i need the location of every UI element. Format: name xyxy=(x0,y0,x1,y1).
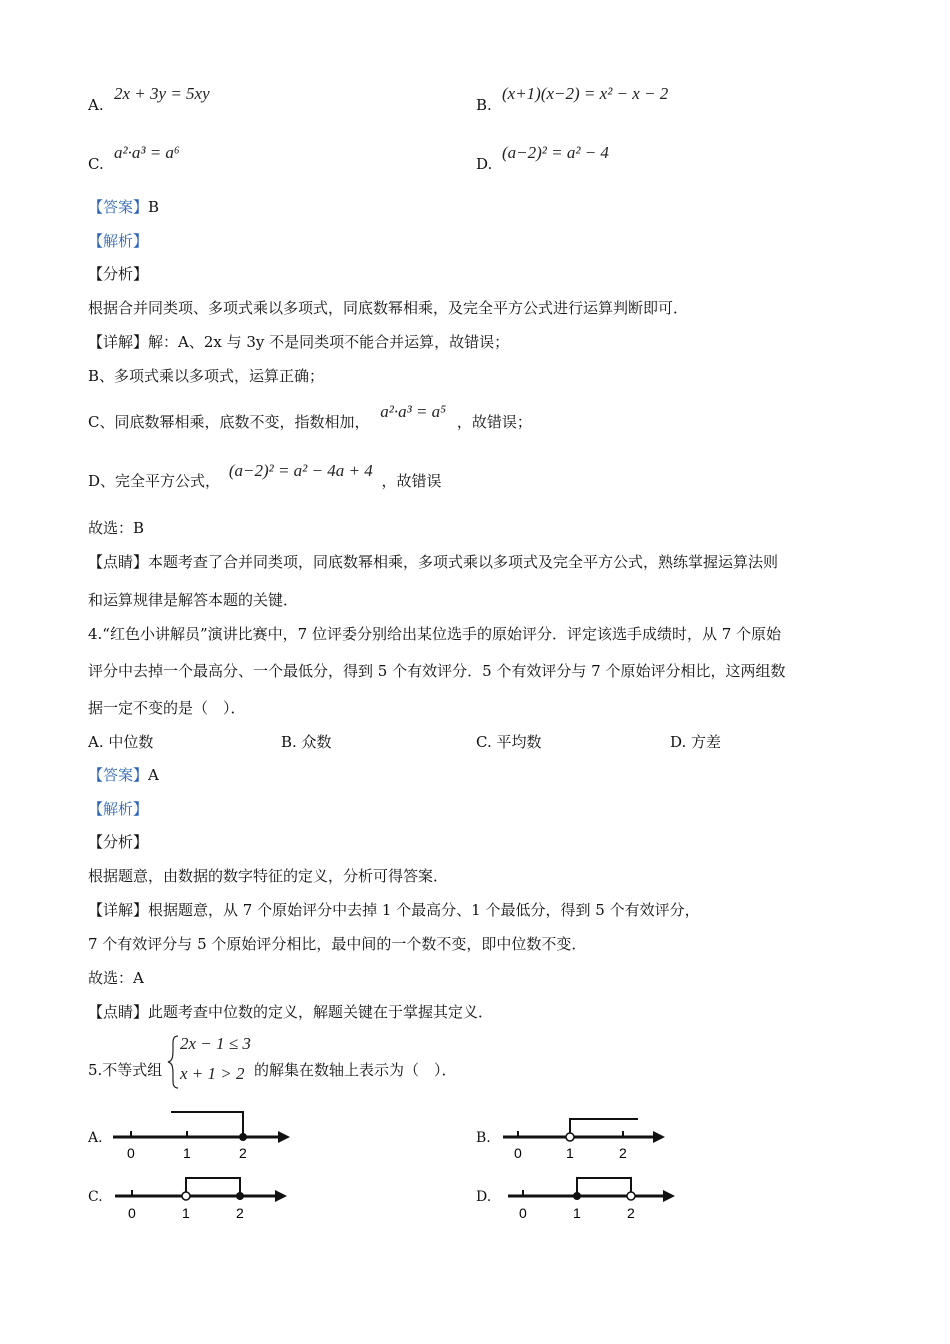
q4-option-b: B. 众数 xyxy=(281,733,332,751)
q4-conclusion: 故选：A xyxy=(88,969,144,987)
tick-label-1: 1 xyxy=(183,1145,191,1161)
arrow-head-icon xyxy=(278,1131,290,1143)
arrow-head-icon xyxy=(275,1190,287,1202)
answer-value: B xyxy=(148,198,160,216)
tick-label-2: 2 xyxy=(239,1145,247,1161)
arrow-head-icon xyxy=(663,1190,675,1202)
number-line-c xyxy=(112,1168,292,1223)
q3-conclusion: 故选：B xyxy=(88,519,145,537)
tick-label-0: 0 xyxy=(128,1205,136,1221)
tick-label-0: 0 xyxy=(127,1145,135,1161)
inequality-1: 2x − 1 ≤ 3 xyxy=(180,1034,251,1053)
arrow-head-icon xyxy=(653,1131,665,1143)
q4-option-a: A. 中位数 xyxy=(88,733,154,751)
q3-option-d-label: D. xyxy=(476,155,493,173)
solution-range xyxy=(186,1178,240,1196)
q4-option-d: D. 方差 xyxy=(670,733,722,751)
xiangjie-tag: 【详解】 xyxy=(88,901,149,919)
xiangjie-text: 根据题意，从 7 个原始评分中去掉 1 个最高分、1 个最低分，得到 5 个有效评分， xyxy=(148,901,700,919)
xiangjie-tag: 【详解】 xyxy=(88,333,149,351)
solution-line-d xyxy=(88,461,442,491)
answer-tag: 【答案】 xyxy=(88,766,149,784)
line-c-text: C、同底数幂相乘，底数不变，指数相加， xyxy=(88,413,370,431)
q3-option-a-formula: 2x + 3y = 5xy xyxy=(114,84,210,103)
closed-endpoint xyxy=(573,1192,581,1200)
tick-label-1: 1 xyxy=(182,1205,190,1221)
tick-label-1: 1 xyxy=(566,1145,574,1161)
solution-range xyxy=(171,1112,243,1137)
q3-option-d-formula: (a−2)² = a² − 4 xyxy=(502,143,609,162)
q3-dianjing-line2: 和运算规律是解答本题的关键． xyxy=(88,591,299,609)
solution-line-c xyxy=(88,402,532,432)
line-d-text: D、完全平方公式， xyxy=(88,472,221,490)
dianjing-tag: 【点睛】 xyxy=(88,1003,149,1021)
q3-option-c-label: C. xyxy=(88,155,104,173)
tick-label-2: 2 xyxy=(627,1205,635,1221)
dianjing-tag: 【点睛】 xyxy=(88,553,149,571)
line-d-tail: ，故错误 xyxy=(381,472,442,490)
q3-answer-line xyxy=(88,197,159,217)
tick-label-2: 2 xyxy=(619,1145,627,1161)
xiangjie-line-a xyxy=(88,332,509,352)
fenxi-tag: 【分析】 xyxy=(88,265,149,283)
q4-answer-line xyxy=(88,765,159,785)
jiexi-tag: 【解析】 xyxy=(88,800,149,818)
number-line-b xyxy=(500,1110,670,1165)
q4-dianjing xyxy=(88,1002,493,1022)
q5-stem-suffix: 的解集在数轴上表示为（ ）． xyxy=(254,1061,457,1079)
closed-endpoint xyxy=(236,1192,244,1200)
q4-stem-line2: 评分中去掉一个最高分、一个最低分，得到 5 个有效评分．5 个有效评分与 7 个原始评分相比，这两组数 xyxy=(88,662,786,680)
fenxi-tag: 【分析】 xyxy=(88,833,149,851)
tick-label-1: 1 xyxy=(573,1205,581,1221)
q3-option-b-formula: (x+1)(x−2) = x² − x − 2 xyxy=(502,84,669,103)
q3-option-a-label: A. xyxy=(88,96,104,114)
q3-option-c-formula: a²·a³ = a⁶ xyxy=(114,143,180,162)
open-endpoint xyxy=(566,1133,574,1141)
answer-tag: 【答案】 xyxy=(88,198,149,216)
q5-option-c-label: C. xyxy=(88,1189,103,1205)
tick-label-0: 0 xyxy=(514,1145,522,1161)
solution-range xyxy=(570,1119,638,1137)
closed-endpoint xyxy=(239,1133,247,1141)
inequality-2: x + 1 > 2 xyxy=(180,1064,245,1083)
dianjing-text: 本题考查了合并同类项，同底数幂相乘，多项式乘以多项式及完全平方公式，熟练掌握运算法则 xyxy=(148,553,779,571)
fenxi-text: 根据合并同类项、多项式乘以多项式，同底数幂相乘，及完全平方公式进行运算判断即可． xyxy=(88,299,689,317)
tick-label-0: 0 xyxy=(519,1205,527,1221)
solution-range xyxy=(577,1178,631,1196)
number-line-d xyxy=(505,1168,680,1223)
line-c-formula: a²·a³ = a⁵ xyxy=(380,402,447,421)
q5-option-a-label: A. xyxy=(88,1130,103,1146)
tick-label-2: 2 xyxy=(236,1205,244,1221)
q4-stem-line3: 据一定不变的是（ ）． xyxy=(88,699,246,717)
fenxi-text: 根据题意，由数据的数字特征的定义，分析可得答案． xyxy=(88,867,449,885)
q5-option-d-label: D. xyxy=(476,1189,492,1205)
q3-dianjing-line1 xyxy=(88,552,778,572)
q4-stem-line1: 4.“红色小讲解员”演讲比赛中，7 位评委分别给出某位选手的原始评分．评定该选手成绩时，从 7 个原始 xyxy=(88,625,782,643)
xiangjie-text: 解：A、2x 与 3y 不是同类项不能合并运算，故错误； xyxy=(148,333,510,351)
open-endpoint xyxy=(182,1192,190,1200)
q4-option-c: C. 平均数 xyxy=(476,733,542,751)
line-d-formula: (a−2)² = a² − 4a + 4 xyxy=(228,461,373,480)
jiexi-tag: 【解析】 xyxy=(88,232,149,250)
q3-option-b-label: B. xyxy=(476,96,492,114)
q5-option-b-label: B. xyxy=(476,1130,491,1146)
solution-line-b: B、多项式乘以多项式，运算正确； xyxy=(88,367,325,385)
answer-value: A xyxy=(148,766,159,784)
q5-stem-prefix: 5.不等式组 xyxy=(88,1061,163,1079)
open-endpoint xyxy=(627,1192,635,1200)
number-line-a xyxy=(110,1110,295,1165)
xiangjie-line2: 7 个有效评分与 5 个原始评分相比，最中间的一个数不变，即中位数不变． xyxy=(88,935,587,953)
dianjing-text: 此题考查中位数的定义，解题关键在于掌握其定义． xyxy=(148,1003,494,1021)
line-c-tail: ，故错误； xyxy=(456,413,532,431)
xiangjie-line1 xyxy=(88,900,700,920)
brace-icon xyxy=(166,1034,180,1090)
